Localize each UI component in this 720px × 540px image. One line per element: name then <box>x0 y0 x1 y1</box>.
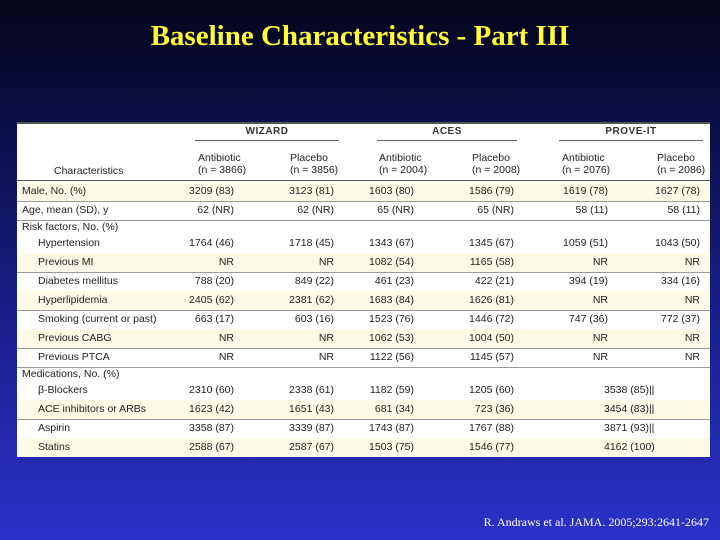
table-cell: 58 (11) <box>575 204 608 216</box>
group-label: WIZARD <box>245 126 289 137</box>
table-cell: 2310 (60) <box>189 384 234 396</box>
column-n: (n = 2076) <box>562 164 611 176</box>
column-header <box>198 152 246 176</box>
table-cell: 1546 (77) <box>469 441 514 453</box>
table-cell: 663 (17) <box>194 313 234 325</box>
table-cell: 394 (19) <box>568 275 608 287</box>
table-cell: 1503 (75) <box>369 441 414 453</box>
row-label: Hypertension <box>38 237 100 249</box>
table-cell: 772 (37) <box>660 313 700 325</box>
table-cell: 3339 (87) <box>289 422 334 434</box>
row-rule <box>17 419 710 420</box>
table-cell: 1182 (59) <box>369 384 414 396</box>
column-label: Placebo <box>472 152 510 164</box>
column-header <box>290 152 338 176</box>
group-divider <box>377 140 517 141</box>
table-cell: 1343 (67) <box>369 237 414 249</box>
row-label: Aspirin <box>38 422 71 434</box>
table-cell: 1767 (88) <box>469 422 514 434</box>
table-cell: 1619 (78) <box>563 185 608 197</box>
pooled-cell: 3538 (85)|| <box>604 384 655 396</box>
row-label: Previous MI <box>38 256 94 268</box>
table-cell: 1718 (45) <box>289 237 334 249</box>
group-divider <box>195 140 339 141</box>
row-label: Medications, No. (%) <box>22 368 120 380</box>
row-rule <box>17 348 710 349</box>
table-cell: 1743 (87) <box>369 422 414 434</box>
table-cell: 3209 (83) <box>189 185 234 197</box>
table-cell: NR <box>218 351 234 363</box>
row-label: Previous PTCA <box>38 351 110 363</box>
table-cell: 62 (NR) <box>297 204 334 216</box>
table-cell: 1523 (76) <box>369 313 414 325</box>
row-label: Statins <box>38 441 71 453</box>
table-cell: 788 (20) <box>194 275 234 287</box>
table-cell: 3123 (81) <box>289 185 334 197</box>
table-cell: NR <box>218 332 234 344</box>
table-top-rule <box>17 122 710 124</box>
table-cell: 1651 (43) <box>289 403 334 415</box>
column-n: (n = 2086) <box>657 164 706 176</box>
table-cell: 1345 (67) <box>469 237 514 249</box>
header-bottom-rule <box>17 180 710 181</box>
table-cell: 723 (36) <box>474 403 514 415</box>
table-cell: 2588 (67) <box>189 441 234 453</box>
row-label: ACE inhibitors or ARBs <box>38 403 146 415</box>
column-n: (n = 2008) <box>472 164 521 176</box>
table-cell: 681 (34) <box>374 403 414 415</box>
table-cell: NR <box>318 332 334 344</box>
table-cell: NR <box>318 351 334 363</box>
table-cell: 849 (22) <box>294 275 334 287</box>
table-cell: 2405 (62) <box>189 294 234 306</box>
table-cell: 1446 (72) <box>469 313 514 325</box>
row-label: Male, No. (%) <box>22 185 87 197</box>
table-cell: 1627 (78) <box>655 185 700 197</box>
table-cell: 334 (16) <box>660 275 700 287</box>
pooled-cell: 3454 (83)|| <box>604 403 655 415</box>
group-label: PROVE-IT <box>605 126 657 137</box>
column-label: Placebo <box>657 152 695 164</box>
table-cell: 1165 (58) <box>469 256 514 268</box>
table-cell: NR <box>592 256 608 268</box>
row-rule <box>17 220 710 221</box>
column-n: (n = 3856) <box>290 164 339 176</box>
table-cell: 65 (NR) <box>477 204 514 216</box>
slide-title: Baseline Characteristics - Part III <box>150 20 570 52</box>
group-divider <box>559 140 703 141</box>
table-cell: 1145 (57) <box>469 351 514 363</box>
table-cell: 1683 (84) <box>369 294 414 306</box>
row-rule <box>17 310 710 311</box>
group-label: ACES <box>432 126 462 137</box>
row-rule <box>17 367 710 368</box>
table-cell: 1043 (50) <box>655 237 700 249</box>
row-rule <box>17 272 710 273</box>
table-cell: 1082 (54) <box>369 256 414 268</box>
table-cell: NR <box>318 256 334 268</box>
row-label: Hyperlipidemia <box>38 294 108 306</box>
table-cell: 1764 (46) <box>189 237 234 249</box>
table-cell: 461 (23) <box>374 275 414 287</box>
column-header <box>379 152 427 176</box>
pooled-cell: 4162 (100) <box>604 441 655 453</box>
table-cell: NR <box>684 351 700 363</box>
table-cell: 747 (36) <box>568 313 608 325</box>
table-cell: 3358 (87) <box>189 422 234 434</box>
baseline-table <box>17 122 710 457</box>
row-label: Diabetes mellitus <box>38 275 118 287</box>
table-cell: NR <box>684 294 700 306</box>
table-cell: NR <box>218 256 234 268</box>
column-label: Placebo <box>290 152 328 164</box>
column-header <box>562 152 610 176</box>
table-cell: 2587 (67) <box>289 441 334 453</box>
column-label: Antibiotic <box>379 152 422 164</box>
column-n: (n = 2004) <box>379 164 428 176</box>
table-cell: 603 (16) <box>294 313 334 325</box>
row-label: Age, mean (SD), y <box>22 204 109 216</box>
table-cell: 422 (21) <box>474 275 514 287</box>
column-label: Antibiotic <box>562 152 605 164</box>
row-rule <box>17 201 710 202</box>
column-n: (n = 3866) <box>198 164 247 176</box>
table-cell: 1062 (53) <box>369 332 414 344</box>
table-cell: 1626 (81) <box>469 294 514 306</box>
table-cell: 1603 (80) <box>369 185 414 197</box>
table-cell: 1059 (51) <box>563 237 608 249</box>
table-cell: NR <box>684 332 700 344</box>
column-header <box>472 152 520 176</box>
row-label: Smoking (current or past) <box>38 313 157 325</box>
table-cell: NR <box>684 256 700 268</box>
table-cell: 65 (NR) <box>377 204 414 216</box>
table-cell: 58 (11) <box>667 204 700 216</box>
row-label: β-Blockers <box>38 384 88 396</box>
row-label: Previous CABG <box>38 332 112 344</box>
pooled-cell: 3871 (93)|| <box>604 422 655 434</box>
column-header <box>657 152 705 176</box>
column-label: Antibiotic <box>198 152 241 164</box>
table-cell: NR <box>592 332 608 344</box>
table-cell: 1586 (79) <box>469 185 514 197</box>
table-cell: 2381 (62) <box>289 294 334 306</box>
characteristics-header: Characteristics <box>54 165 124 177</box>
table-cell: 1623 (42) <box>189 403 234 415</box>
row-label: Risk factors, No. (%) <box>22 221 119 233</box>
table-cell: 1004 (50) <box>469 332 514 344</box>
table-cell: NR <box>592 351 608 363</box>
table-cell: 62 (NR) <box>197 204 234 216</box>
table-cell: 1205 (60) <box>469 384 514 396</box>
table-cell: 2338 (61) <box>289 384 334 396</box>
table-cell: NR <box>592 294 608 306</box>
table-cell: 1122 (56) <box>369 351 414 363</box>
citation: R. Andraws et al. JAMA. 2005;293:2641-2647 <box>483 515 709 529</box>
